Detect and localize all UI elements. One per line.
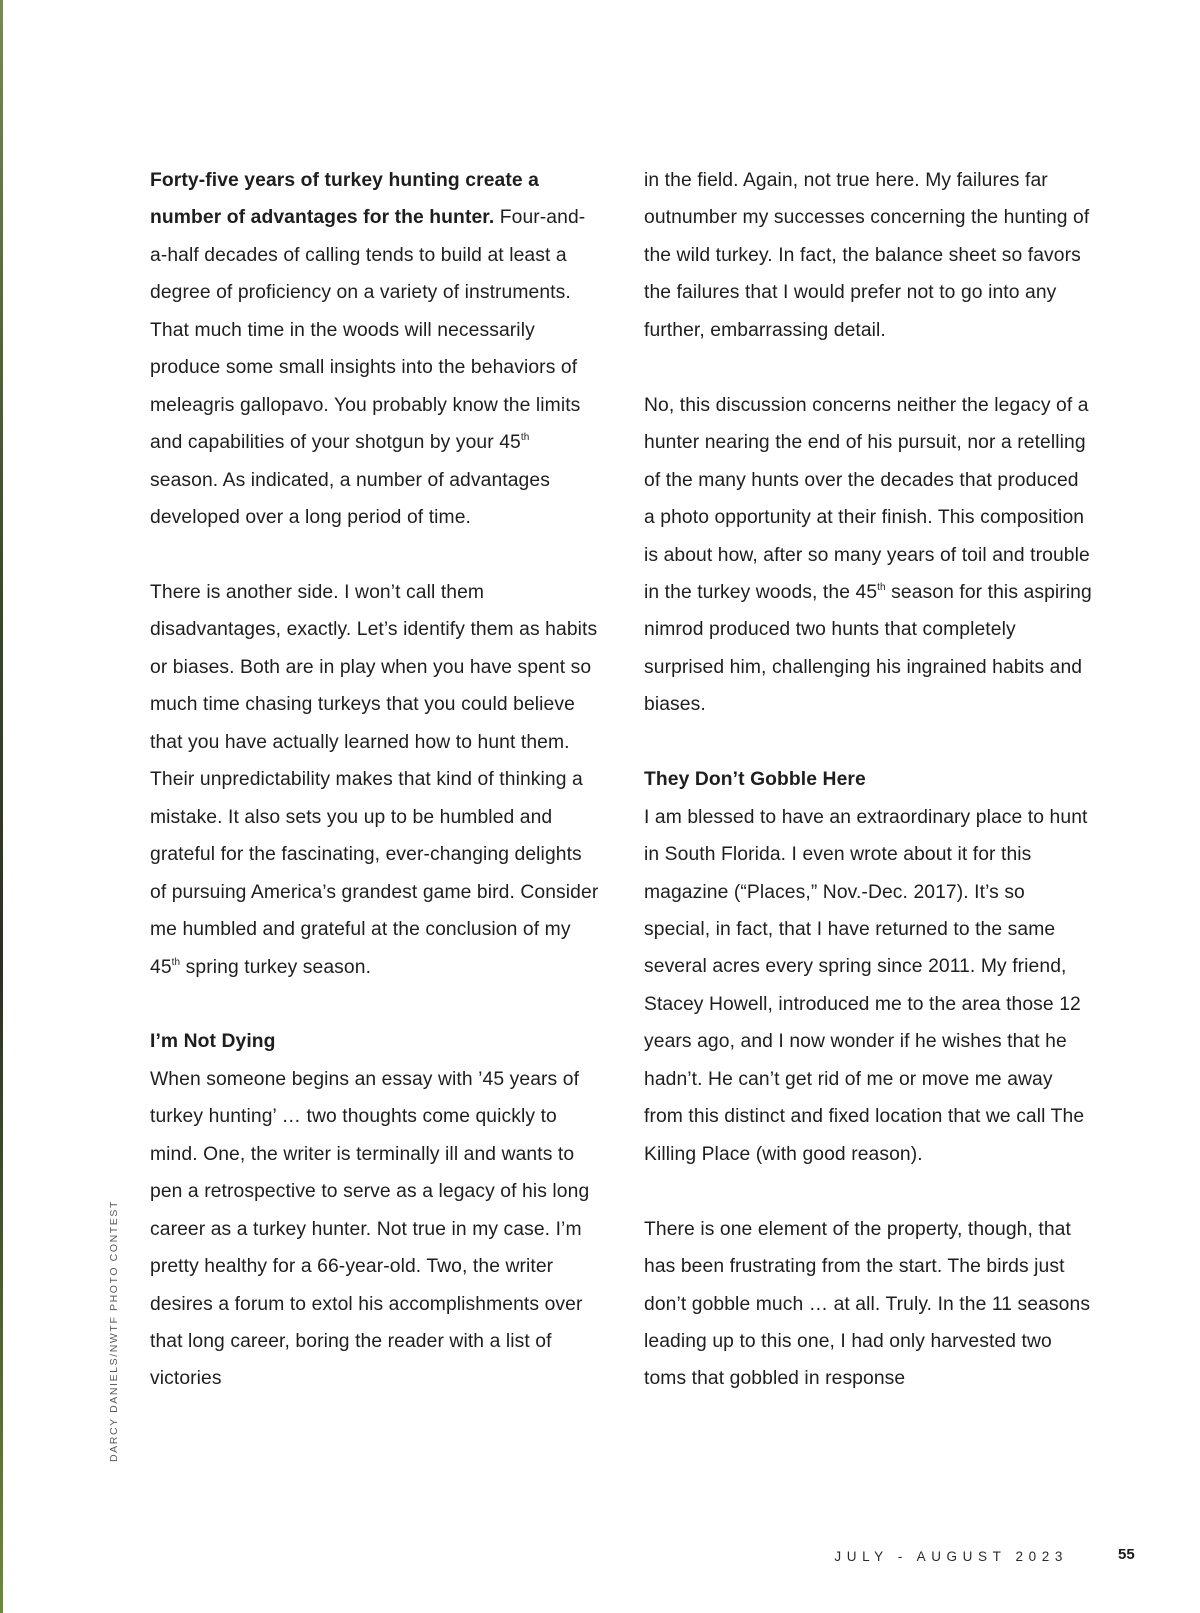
- article-column-left: [150, 162, 600, 1398]
- issue-date: JULY - AUGUST 2023: [834, 1549, 1068, 1564]
- lead-sentence: Forty-five years of turkey hunting create a number of advantages for the hunter.: [150, 170, 539, 229]
- page-number: 55: [1118, 1546, 1135, 1563]
- section-heading: They Don’t Gobble Here: [644, 769, 866, 791]
- article-paragraph: No, this discussion concerns neither the legacy of a hunter nearing the end of his pursuit, nor a retelling of the many hunts over the decades that produced a photo opportunity at their finish. This composition is about how, after so many years of toil and trouble in the turkey woods, the 45th season for this aspiring nimrod produced two hunts that completely surprised him, challenging his ingrained habits and biases.: [644, 394, 1092, 716]
- article-paragraph: There is another side. I won’t call them disadvantages, exactly. Let’s identify them as habits or biases. Both are in play when you have spent so much time chasing turkeys that you could believe that you have actually learned how to hunt them. Their unpredictability makes that kind of thinking a mistake. It also sets you up to be humbled and grateful for the fascinating, ever-changing delights of pursuing America’s grandest game bird. Consider me humbled and grateful at the conclusion of my 45th spring turkey season.: [150, 581, 599, 978]
- article-column-right: [644, 162, 1094, 1398]
- photo-credit: DARCY DANIELS/NWTF PHOTO CONTEST: [108, 1200, 120, 1462]
- article-paragraph: I am blessed to have an extraordinary place to hunt in South Florida. I even wrote about it for this magazine (“Places,” Nov.-Dec. 2017). It’s so special, in fact, that I have returned to the same several acres every spring since 2011. My friend, Stacey Howell, introduced me to the area those 12 years ago, and I now wonder if he wishes that he hadn’t. He can’t get rid of me or move me away from this distinct and fixed location that we call The Killing Place (with good reason).: [644, 806, 1088, 1165]
- article-paragraph: There is one element of the property, though, that has been frustrating from the start. The birds just don’t gobble much … at all. Truly. In the 11 seasons leading up to this one, I had only harvested two toms that gobbled in response: [644, 1218, 1091, 1390]
- article-paragraph: Forty-five years of turkey hunting create a number of advantages for the hunter. Four-and-a-half decades of calling tends to build at least a degree of proficiency on a variety of instruments. That much time in the woods will necessarily produce some small insights into the behaviors of meleagris gallopavo. You probably know the limits and capabilities of your shotgun by your 45th season. As indicated, a number of advantages developed over a long period of time.: [150, 170, 586, 529]
- section-heading: I’m Not Dying: [150, 1031, 276, 1053]
- article-paragraph: When someone begins an essay with ’45 years of turkey hunting’ … two thoughts come quickly to mind. One, the writer is terminally ill and wants to pen a retrospective to serve as a legacy of his long career as a turkey hunter. Not true in my case. I’m pretty healthy for a 66-year-old. Two, the writer desires a forum to extol his accomplishments over that long career, boring the reader with a list of victories: [150, 1068, 590, 1390]
- page-edge-bar: [0, 0, 3, 1613]
- article-paragraph: in the field. Again, not true here. My failures far outnumber my successes concerning the hunting of the wild turkey. In fact, the balance sheet so favors the failures that I would prefer not to go into any further, embarrassing detail.: [644, 170, 1090, 341]
